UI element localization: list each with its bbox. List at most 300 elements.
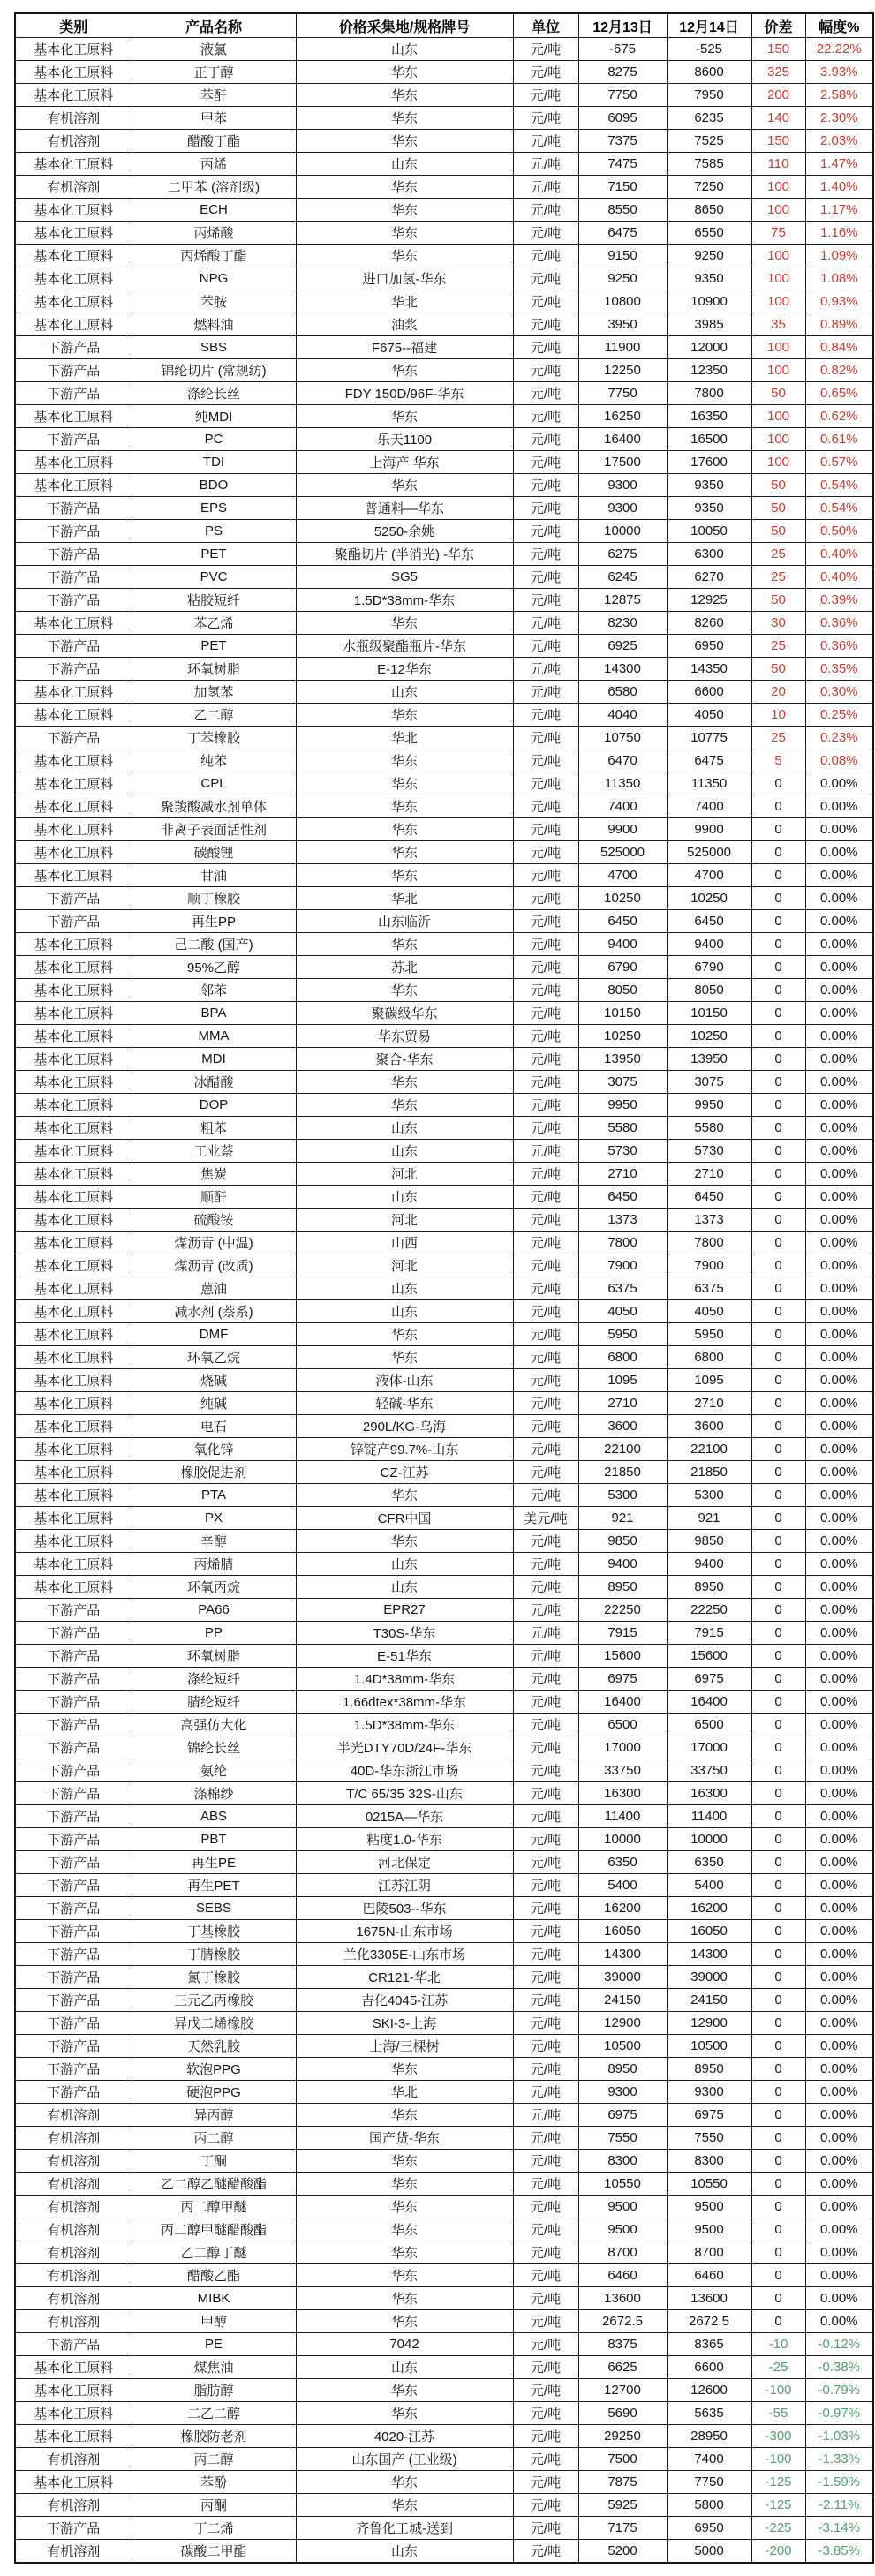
- change-pct-cell: 0.00%: [805, 1277, 873, 1300]
- change-pct-cell: 0.00%: [805, 1369, 873, 1392]
- change-pct-cell: 0.00%: [805, 1140, 873, 1163]
- spec-source-cell: 山东: [296, 38, 513, 61]
- change-pct-cell: 0.00%: [805, 1163, 873, 1186]
- unit-cell: 元/吨: [513, 2150, 578, 2173]
- change-pct-cell: -0.97%: [805, 2402, 873, 2425]
- product-name-cell: 丙烯酸: [132, 222, 296, 245]
- price-diff-cell: 0: [751, 1507, 805, 1530]
- product-name-cell: MIBK: [132, 2287, 296, 2310]
- category-cell: 有机溶剂: [15, 2218, 132, 2241]
- table-row: [15, 2425, 873, 2448]
- dec13-price-cell: 5580: [578, 1117, 667, 1140]
- unit-cell: 元/吨: [513, 1943, 578, 1966]
- change-pct-cell: 0.00%: [805, 795, 873, 818]
- category-cell: 有机溶剂: [15, 2540, 132, 2564]
- table-row: [15, 1530, 873, 1553]
- product-name-cell: 甲醇: [132, 2310, 296, 2333]
- price-diff-cell: 50: [751, 589, 805, 612]
- spec-source-cell: 华东: [296, 1094, 513, 1117]
- change-pct-cell: 0.00%: [805, 1002, 873, 1025]
- dec14-price-cell: 16300: [667, 1782, 751, 1805]
- table-row: [15, 841, 873, 864]
- table-row: [15, 1232, 873, 1254]
- table-row: [15, 2196, 873, 2218]
- dec13-price-cell: 4040: [578, 704, 667, 727]
- dec14-price-cell: 8950: [667, 1576, 751, 1599]
- price-diff-cell: 0: [751, 933, 805, 956]
- product-name-cell: EPS: [132, 497, 296, 520]
- unit-cell: 元/吨: [513, 1094, 578, 1117]
- table-row: [15, 2517, 873, 2540]
- spec-source-cell: 华东: [296, 176, 513, 199]
- spec-source-cell: 华东: [296, 2150, 513, 2173]
- table-row: [15, 1622, 873, 1645]
- dec14-price-cell: 6300: [667, 543, 751, 566]
- dec13-price-cell: 22250: [578, 1599, 667, 1622]
- change-pct-cell: 0.00%: [805, 1966, 873, 1989]
- dec13-price-cell: 13600: [578, 2287, 667, 2310]
- price-diff-cell: 0: [751, 1920, 805, 1943]
- category-cell: 基本化工原料: [15, 1277, 132, 1300]
- spec-source-cell: 聚酯切片 (半消光) -华东: [296, 543, 513, 566]
- change-pct-cell: -3.14%: [805, 2517, 873, 2540]
- category-cell: 有机溶剂: [15, 130, 132, 153]
- dec13-price-cell: 9400: [578, 933, 667, 956]
- table-row: [15, 1209, 873, 1232]
- price-diff-cell: 0: [751, 1002, 805, 1025]
- spec-source-cell: 华东: [296, 864, 513, 887]
- change-pct-cell: 0.00%: [805, 772, 873, 795]
- dec14-price-cell: 12000: [667, 336, 751, 359]
- change-pct-cell: 1.17%: [805, 199, 873, 222]
- change-pct-cell: 0.00%: [805, 1484, 873, 1507]
- unit-cell: 元/吨: [513, 1874, 578, 1897]
- spec-source-cell: 乐天1100: [296, 428, 513, 451]
- category-cell: 有机溶剂: [15, 2448, 132, 2471]
- price-diff-cell: 0: [751, 1209, 805, 1232]
- change-pct-cell: 0.00%: [805, 956, 873, 979]
- dec14-price-cell: 9300: [667, 2081, 751, 2104]
- dec13-price-cell: 6925: [578, 635, 667, 658]
- category-cell: 下游产品: [15, 2517, 132, 2540]
- unit-cell: 元/吨: [513, 405, 578, 428]
- dec13-price-cell: 9500: [578, 2218, 667, 2241]
- dec14-price-cell: 7950: [667, 84, 751, 107]
- dec13-price-cell: 7750: [578, 84, 667, 107]
- table-row: [15, 176, 873, 199]
- table-row: [15, 772, 873, 795]
- dec14-price-cell: 7400: [667, 2448, 751, 2471]
- table-row: [15, 2356, 873, 2379]
- price-diff-cell: 0: [751, 1989, 805, 2012]
- category-cell: 有机溶剂: [15, 2310, 132, 2333]
- unit-cell: 元/吨: [513, 704, 578, 727]
- product-name-cell: DMF: [132, 1323, 296, 1346]
- dec14-price-cell: 3985: [667, 313, 751, 336]
- spec-source-cell: CR121-华北: [296, 1966, 513, 1989]
- product-name-cell: 粗苯: [132, 1117, 296, 1140]
- change-pct-cell: 0.00%: [805, 864, 873, 887]
- price-diff-cell: 0: [751, 1484, 805, 1507]
- category-cell: 基本化工原料: [15, 772, 132, 795]
- price-diff-cell: 0: [751, 1714, 805, 1736]
- category-cell: 下游产品: [15, 1828, 132, 1851]
- table-row: [15, 1828, 873, 1851]
- dec13-price-cell: 7750: [578, 382, 667, 405]
- unit-cell: 元/吨: [513, 2173, 578, 2196]
- product-name-cell: 顺丁橡胶: [132, 887, 296, 910]
- product-name-cell: 工业萘: [132, 1140, 296, 1163]
- dec13-price-cell: 8700: [578, 2241, 667, 2264]
- price-diff-cell: 100: [751, 405, 805, 428]
- unit-cell: 元/吨: [513, 1163, 578, 1186]
- product-name-cell: 丁苯橡胶: [132, 727, 296, 749]
- dec13-price-cell: 6580: [578, 681, 667, 704]
- product-name-cell: 燃料油: [132, 313, 296, 336]
- price-diff-cell: 0: [751, 1851, 805, 1874]
- dec14-price-cell: 6460: [667, 2264, 751, 2287]
- change-pct-cell: 0.00%: [805, 933, 873, 956]
- category-cell: 下游产品: [15, 887, 132, 910]
- change-pct-cell: 0.00%: [805, 1323, 873, 1346]
- unit-cell: 元/吨: [513, 2471, 578, 2494]
- price-diff-cell: 200: [751, 84, 805, 107]
- category-cell: 基本化工原料: [15, 841, 132, 864]
- product-name-cell: 天然乳胶: [132, 2035, 296, 2058]
- dec14-price-cell: 6550: [667, 222, 751, 245]
- dec13-price-cell: 16050: [578, 1920, 667, 1943]
- change-pct-cell: 0.62%: [805, 405, 873, 428]
- table-row: [15, 2104, 873, 2127]
- product-name-cell: CPL: [132, 772, 296, 795]
- category-cell: 基本化工原料: [15, 1186, 132, 1209]
- table-row: [15, 38, 873, 61]
- product-name-cell: 橡胶促进剂: [132, 1461, 296, 1484]
- dec13-price-cell: 7900: [578, 1254, 667, 1277]
- category-cell: 基本化工原料: [15, 153, 132, 176]
- price-diff-cell: 0: [751, 1576, 805, 1599]
- price-diff-cell: 25: [751, 635, 805, 658]
- dec13-price-cell: 5200: [578, 2540, 667, 2564]
- dec14-price-cell: 11400: [667, 1805, 751, 1828]
- change-pct-cell: 0.00%: [805, 2081, 873, 2104]
- dec14-price-cell: 9950: [667, 1094, 751, 1117]
- table-row: [15, 84, 873, 107]
- product-name-cell: 聚羧酸减水剂单体: [132, 795, 296, 818]
- dec14-price-cell: 10500: [667, 2035, 751, 2058]
- table-row: [15, 1369, 873, 1392]
- change-pct-cell: 0.36%: [805, 635, 873, 658]
- product-name-cell: ABS: [132, 1805, 296, 1828]
- category-cell: 下游产品: [15, 1989, 132, 2012]
- dec14-price-cell: 11350: [667, 772, 751, 795]
- category-cell: 基本化工原料: [15, 1553, 132, 1576]
- spec-source-cell: 华东: [296, 1323, 513, 1346]
- dec14-price-cell: 7550: [667, 2127, 751, 2150]
- table-row: [15, 313, 873, 336]
- change-pct-cell: 0.00%: [805, 1438, 873, 1461]
- dec13-price-cell: 6790: [578, 956, 667, 979]
- category-cell: 下游产品: [15, 1736, 132, 1759]
- unit-cell: 元/吨: [513, 566, 578, 589]
- table-row: [15, 2081, 873, 2104]
- price-diff-cell: 150: [751, 38, 805, 61]
- product-name-cell: 丙二醇甲醚: [132, 2196, 296, 2218]
- dec13-price-cell: 15600: [578, 1645, 667, 1668]
- unit-cell: 元/吨: [513, 635, 578, 658]
- unit-cell: 元/吨: [513, 84, 578, 107]
- category-cell: 基本化工原料: [15, 267, 132, 290]
- category-cell: 基本化工原料: [15, 1254, 132, 1277]
- unit-cell: 元/吨: [513, 658, 578, 681]
- table-row: [15, 130, 873, 153]
- product-name-cell: 煤沥青 (改质): [132, 1254, 296, 1277]
- table-row: [15, 405, 873, 428]
- dec14-price-cell: 921: [667, 1507, 751, 1530]
- category-cell: 基本化工原料: [15, 1484, 132, 1507]
- price-diff-cell: 0: [751, 1369, 805, 1392]
- unit-cell: 元/吨: [513, 2218, 578, 2241]
- table-row: [15, 428, 873, 451]
- product-name-cell: SEBS: [132, 1897, 296, 1920]
- product-name-cell: 橡胶防老剂: [132, 2425, 296, 2448]
- table-row: [15, 2540, 873, 2564]
- change-pct-cell: 1.47%: [805, 153, 873, 176]
- product-name-cell: 丁二烯: [132, 2517, 296, 2540]
- dec14-price-cell: 6950: [667, 2517, 751, 2540]
- product-name-cell: 乙二醇: [132, 704, 296, 727]
- table-row: [15, 818, 873, 841]
- change-pct-cell: 0.00%: [805, 1828, 873, 1851]
- dec13-price-cell: 7400: [578, 795, 667, 818]
- dec13-price-cell: 6450: [578, 910, 667, 933]
- dec13-price-cell: 6975: [578, 2104, 667, 2127]
- price-diff-cell: 100: [751, 428, 805, 451]
- table-row: [15, 612, 873, 635]
- change-pct-cell: 0.35%: [805, 658, 873, 681]
- unit-cell: 元/吨: [513, 2264, 578, 2287]
- dec14-price-cell: 17000: [667, 1736, 751, 1759]
- dec13-price-cell: 12900: [578, 2012, 667, 2035]
- product-name-cell: 二甲苯 (溶剂级): [132, 176, 296, 199]
- category-cell: 基本化工原料: [15, 1300, 132, 1323]
- table-row: [15, 1277, 873, 1300]
- price-diff-cell: 0: [751, 1392, 805, 1415]
- price-diff-cell: 110: [751, 153, 805, 176]
- change-pct-cell: 0.00%: [805, 2035, 873, 2058]
- price-diff-cell: 100: [751, 290, 805, 313]
- category-cell: 基本化工原料: [15, 864, 132, 887]
- change-pct-cell: 0.00%: [805, 1782, 873, 1805]
- product-name-cell: PE: [132, 2333, 296, 2356]
- change-pct-cell: 2.03%: [805, 130, 873, 153]
- category-cell: 基本化工原料: [15, 612, 132, 635]
- dec14-price-cell: 8950: [667, 2058, 751, 2081]
- change-pct-cell: 0.93%: [805, 290, 873, 313]
- price-diff-cell: 100: [751, 245, 805, 267]
- dec14-price-cell: 6600: [667, 2356, 751, 2379]
- price-diff-cell: 0: [751, 1346, 805, 1369]
- unit-cell: 元/吨: [513, 1071, 578, 1094]
- price-diff-cell: 35: [751, 313, 805, 336]
- dec14-price-cell: 16200: [667, 1897, 751, 1920]
- spec-source-cell: 山东: [296, 2356, 513, 2379]
- price-diff-cell: -125: [751, 2471, 805, 2494]
- product-name-cell: PS: [132, 520, 296, 543]
- change-pct-cell: 0.54%: [805, 497, 873, 520]
- product-name-cell: 二乙二醇: [132, 2402, 296, 2425]
- unit-cell: 元/吨: [513, 841, 578, 864]
- price-diff-cell: 50: [751, 658, 805, 681]
- spec-source-cell: 1.4D*38mm-华东: [296, 1668, 513, 1691]
- category-cell: 下游产品: [15, 2081, 132, 2104]
- spec-source-cell: CFR中国: [296, 1507, 513, 1530]
- price-diff-cell: 0: [751, 910, 805, 933]
- price-diff-cell: 0: [751, 887, 805, 910]
- change-pct-cell: -3.85%: [805, 2540, 873, 2564]
- dec14-price-cell: 2710: [667, 1163, 751, 1186]
- price-diff-cell: 0: [751, 1828, 805, 1851]
- category-cell: 有机溶剂: [15, 2287, 132, 2310]
- price-diff-cell: 100: [751, 359, 805, 382]
- product-name-cell: 醋酸乙酯: [132, 2264, 296, 2287]
- category-cell: 下游产品: [15, 635, 132, 658]
- product-name-cell: 正丁醇: [132, 61, 296, 84]
- table-row: [15, 1117, 873, 1140]
- product-name-cell: 异丙醇: [132, 2104, 296, 2127]
- price-diff-cell: 0: [751, 2035, 805, 2058]
- table-row: [15, 1782, 873, 1805]
- category-cell: 基本化工原料: [15, 1071, 132, 1094]
- table-row: [15, 2241, 873, 2264]
- change-pct-cell: 0.00%: [805, 1071, 873, 1094]
- change-pct-cell: 0.84%: [805, 336, 873, 359]
- category-cell: 基本化工原料: [15, 704, 132, 727]
- product-name-cell: 己二酸 (国产): [132, 933, 296, 956]
- price-diff-cell: 0: [751, 1117, 805, 1140]
- dec14-price-cell: 9350: [667, 474, 751, 497]
- product-name-cell: 脂肪醇: [132, 2379, 296, 2402]
- dec14-price-cell: 7525: [667, 130, 751, 153]
- dec14-price-cell: 8700: [667, 2241, 751, 2264]
- dec14-price-cell: 9500: [667, 2218, 751, 2241]
- product-name-cell: 涤纶短纤: [132, 1668, 296, 1691]
- product-name-cell: 冰醋酸: [132, 1071, 296, 1094]
- unit-cell: 元/吨: [513, 1966, 578, 1989]
- category-cell: 下游产品: [15, 589, 132, 612]
- change-pct-cell: 0.00%: [805, 1736, 873, 1759]
- unit-cell: 元/吨: [513, 382, 578, 405]
- table-row: [15, 933, 873, 956]
- price-diff-cell: -300: [751, 2425, 805, 2448]
- change-pct-cell: 0.00%: [805, 2127, 873, 2150]
- dec14-price-cell: 10775: [667, 727, 751, 749]
- price-diff-cell: 0: [751, 1254, 805, 1277]
- product-name-cell: 异戊二烯橡胶: [132, 2012, 296, 2035]
- product-name-cell: 醋酸丁酯: [132, 130, 296, 153]
- dec13-price-cell: 1373: [578, 1209, 667, 1232]
- dec14-price-cell: 5400: [667, 1874, 751, 1897]
- unit-cell: 元/吨: [513, 1805, 578, 1828]
- unit-cell: 元/吨: [513, 2287, 578, 2310]
- dec13-price-cell: 10150: [578, 1002, 667, 1025]
- unit-cell: 元/吨: [513, 1186, 578, 1209]
- product-name-cell: 环氧树脂: [132, 658, 296, 681]
- change-pct-cell: 1.40%: [805, 176, 873, 199]
- unit-cell: 元/吨: [513, 1346, 578, 1369]
- table-body: [15, 38, 873, 2564]
- dec13-price-cell: 6350: [578, 1851, 667, 1874]
- spec-source-cell: F675--福建: [296, 336, 513, 359]
- dec13-price-cell: 8950: [578, 1576, 667, 1599]
- change-pct-cell: 0.82%: [805, 359, 873, 382]
- category-cell: 基本化工原料: [15, 1461, 132, 1484]
- spec-source-cell: 华东: [296, 405, 513, 428]
- table-row: [15, 2150, 873, 2173]
- spec-source-cell: 华东: [296, 199, 513, 222]
- spec-source-cell: 半光DTY70D/24F-华东: [296, 1736, 513, 1759]
- spec-source-cell: 河北保定: [296, 1851, 513, 1874]
- unit-cell: 元/吨: [513, 107, 578, 130]
- spec-source-cell: 普通料—华东: [296, 497, 513, 520]
- dec14-price-cell: 6600: [667, 681, 751, 704]
- table-row: [15, 658, 873, 681]
- spec-source-cell: 油浆: [296, 313, 513, 336]
- dec14-price-cell: 7800: [667, 1232, 751, 1254]
- spec-source-cell: 华东: [296, 2104, 513, 2127]
- product-name-cell: 丁腈橡胶: [132, 1943, 296, 1966]
- unit-cell: 元/吨: [513, 1232, 578, 1254]
- category-cell: 基本化工原料: [15, 2379, 132, 2402]
- spec-source-cell: 山东: [296, 1277, 513, 1300]
- dec13-price-cell: 6470: [578, 749, 667, 772]
- product-name-cell: 烧碱: [132, 1369, 296, 1392]
- category-cell: 下游产品: [15, 566, 132, 589]
- unit-cell: 美元/吨: [513, 1507, 578, 1530]
- change-pct-cell: 0.39%: [805, 589, 873, 612]
- unit-cell: 元/吨: [513, 2379, 578, 2402]
- table-row: [15, 1507, 873, 1530]
- change-pct-cell: 0.00%: [805, 1897, 873, 1920]
- unit-cell: 元/吨: [513, 1277, 578, 1300]
- table-row: [15, 1415, 873, 1438]
- product-name-cell: 乙二醇丁醚: [132, 2241, 296, 2264]
- table-row: [15, 1254, 873, 1277]
- unit-cell: 元/吨: [513, 2517, 578, 2540]
- product-name-cell: 再生PP: [132, 910, 296, 933]
- table-row: [15, 1851, 873, 1874]
- category-cell: 基本化工原料: [15, 199, 132, 222]
- product-name-cell: 丙二醇: [132, 2448, 296, 2471]
- unit-cell: 元/吨: [513, 61, 578, 84]
- unit-cell: 元/吨: [513, 359, 578, 382]
- unit-cell: 元/吨: [513, 2012, 578, 2035]
- table-row: [15, 1461, 873, 1484]
- product-name-cell: 丁酮: [132, 2150, 296, 2173]
- table-row: [15, 727, 873, 749]
- spec-source-cell: 华东: [296, 245, 513, 267]
- table-row: [15, 336, 873, 359]
- dec14-price-cell: 12350: [667, 359, 751, 382]
- dec13-price-cell: 9150: [578, 245, 667, 267]
- change-pct-cell: -0.38%: [805, 2356, 873, 2379]
- category-cell: 基本化工原料: [15, 245, 132, 267]
- dec14-price-cell: 3075: [667, 1071, 751, 1094]
- price-diff-cell: 0: [751, 1461, 805, 1484]
- dec13-price-cell: 9500: [578, 2196, 667, 2218]
- category-cell: 有机溶剂: [15, 2173, 132, 2196]
- dec13-price-cell: 13950: [578, 1048, 667, 1071]
